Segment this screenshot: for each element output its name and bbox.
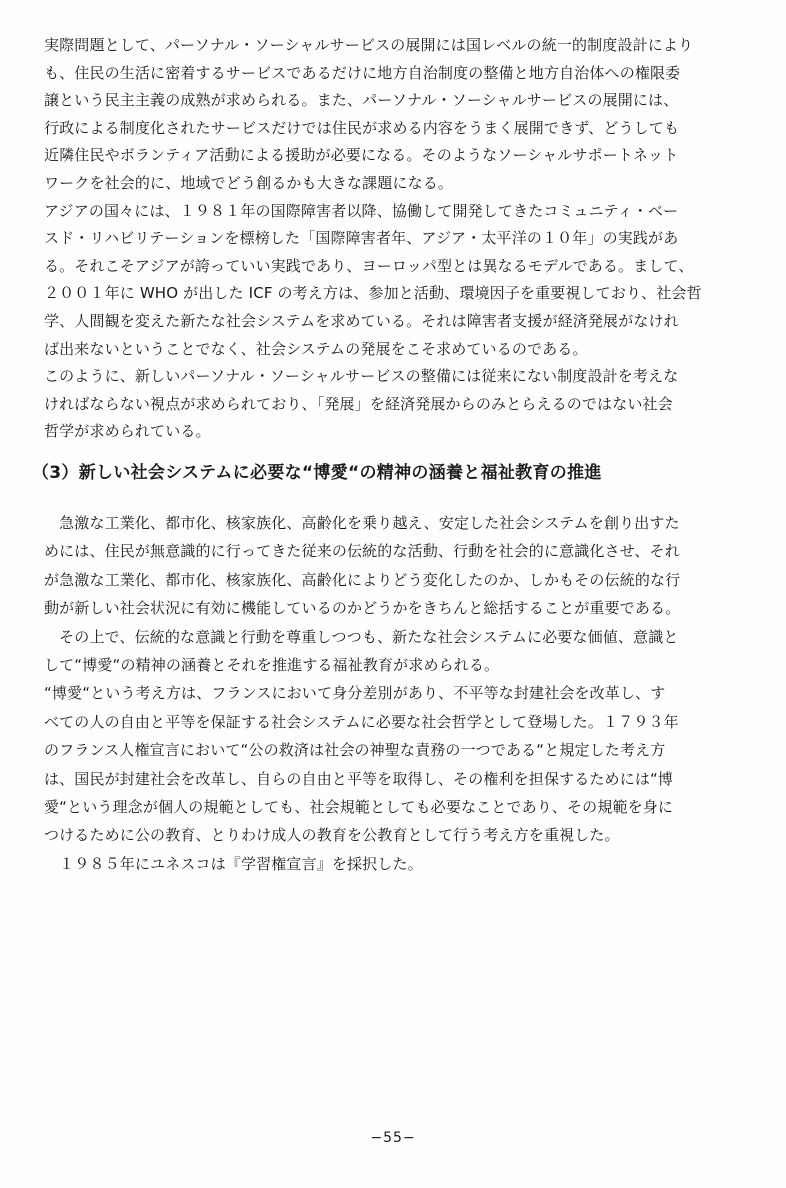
page-number: −55−	[370, 1130, 416, 1146]
body-line: 行政による制度化されたサービスだけでは住民が求める内容をうまく展開できず、どうしても	[44, 119, 680, 137]
body-line: その上で、伝統的な意識と行動を尊重しつつも、新たな社会システムに必要な価値、意識と	[44, 628, 679, 646]
body-line: 近隣住民やボランティア活動による援助が必要になる。そのようなソーシャルサポートネット	[44, 146, 679, 164]
body-line: べての人の自由と平等を保証する社会システムに必要な社会哲学として登場した。１７９３年	[44, 713, 679, 731]
body-line: る。それこそアジアが誇っていい実践であり、ヨーロッパ型とは異なるモデルである。まして、	[44, 257, 694, 275]
section-heading: （3）新しい社会システムに必要な“博愛“の精神の涵養と福祉教育の推進	[32, 463, 602, 483]
body-line: ２００１年に WHO が出した ICF の考え方は、参加と活動、環境因子を重要視しており、社会哲	[44, 284, 702, 302]
body-line: が急激な工業化、都市化、核家族化、高齢化によりどう変化したのか、しかもその伝統的な行	[44, 571, 681, 589]
body-line: して“博愛“の精神の涵養とそれを推進する福祉教育が求められる。	[44, 656, 500, 674]
body-line: 学、人間観を変えた新たな社会システムを求めている。それは障害者支援が経済発展がなけれ	[44, 312, 679, 330]
body-line: 譲という民主主義の成熟が求められる。また、パーソナル・ソーシャルサービスの展開には、	[44, 91, 679, 109]
body-line: 急激な工業化、都市化、核家族化、高齢化を乗り越え、安定した社会システムを創り出すた	[44, 514, 680, 532]
body-line: 哲学が求められている。	[44, 422, 211, 440]
body-line: アジアの国々には、１９８１年の国際障害者以降、協働して開発してきたコミュニティ・ベー	[44, 202, 679, 220]
body-line: は、国民が封建社会を改革し、自らの自由と平等を取得し、その権利を担保するためには“博	[44, 770, 674, 788]
body-line: 愛“という理念が個人の規範としても、社会規範としても必要なことであり、その規範を身に	[44, 798, 674, 816]
body-line: のフランス人権宣言において“公の救済は社会の神聖な責務の一つである“と規定した考え方	[44, 741, 666, 759]
body-line: 実際問題として、パーソナル・ソーシャルサービスの展開には国レベルの統一的制度設計により	[44, 36, 694, 54]
body-line: めには、住民が無意識的に行ってきた従来の伝統的な活動、行動を社会的に意識化させ、それ	[44, 542, 680, 560]
body-line: 動が新しい社会状況に有効に機能しているのかどうかをきちんと総括することが重要である。	[44, 599, 681, 617]
body-line: つけるために公の教育、とりわけ成人の教育を公教育として行う考え方を重視した。	[44, 826, 620, 844]
body-line: ワークを社会的に、地域でどう創るかも大きな課題になる。	[44, 174, 454, 192]
body-line: ければならない視点が求められており、「発展」を経済発展からのみとらえるのではない社会	[44, 395, 673, 413]
body-line: １９８５年にユネスコは『学習権宣言』を採択した。	[44, 855, 423, 873]
body-line: も、住民の生活に密着するサービスであるだけに地方自治制度の整備と地方自治体への権限委	[44, 64, 681, 82]
body-line: “博愛“という考え方は、フランスにおいて身分差別があり、不平等な封建社会を改革し、す	[44, 684, 666, 702]
body-line: ば出来ないということでなく、社会システムの発展をこそ求めているのである。	[44, 340, 588, 358]
body-line: このように、新しいパーソナル・ソーシャルサービスの整備には従来にない制度設計を考えな	[44, 367, 679, 385]
body-line: スド・リハビリテーションを標榜した「国際障害者年、アジア・太平洋の１０年」の実践があ	[44, 229, 679, 247]
